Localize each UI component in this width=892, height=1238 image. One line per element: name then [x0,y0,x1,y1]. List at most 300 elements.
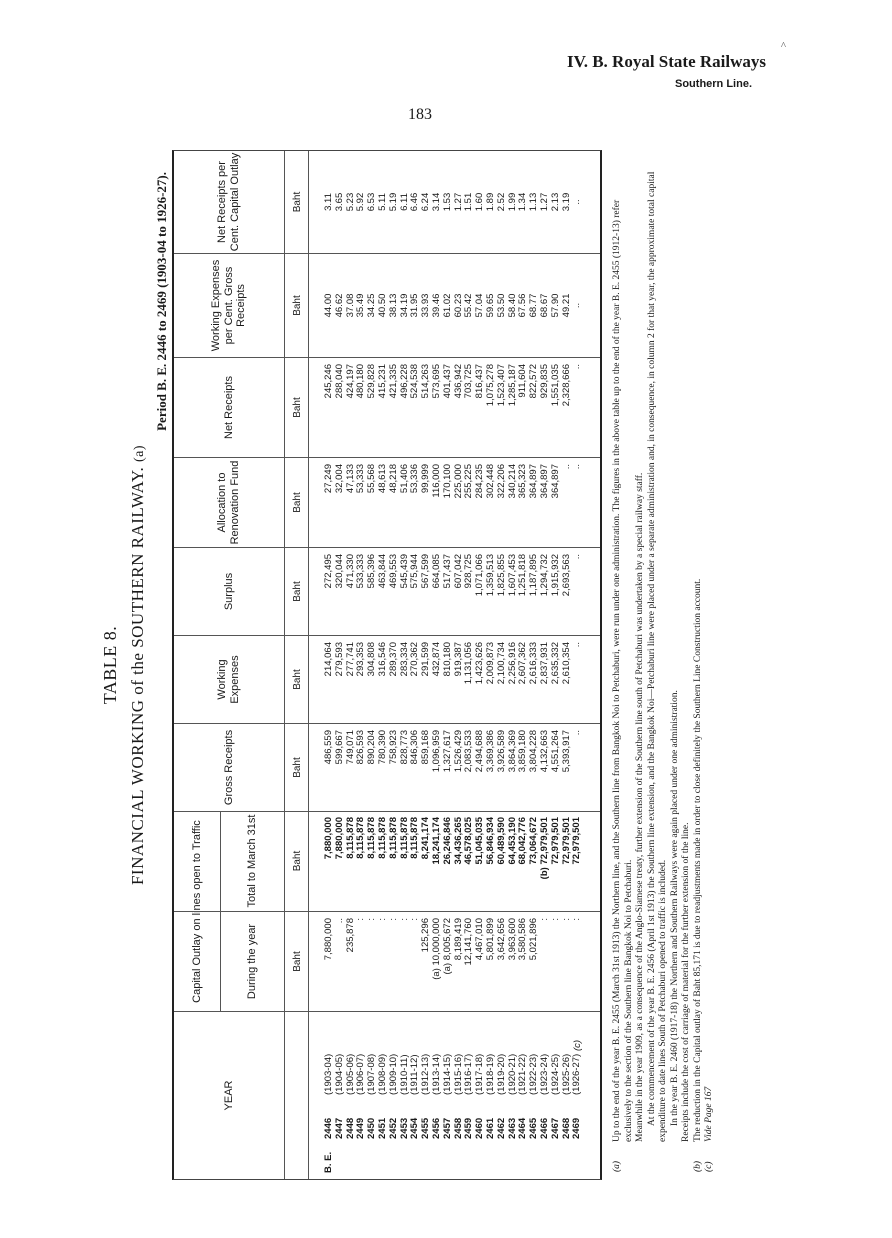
table-cell-gross: 1,327,617 [441,730,453,773]
be-label-col [324,1149,335,1179]
unit-working: Baht [291,669,303,690]
col-working [174,635,600,723]
table-cell-gross: 826,593 [355,730,367,765]
table-cell-net: 2,328,666 [560,364,572,407]
table-cell-during: 5,021,896 [528,918,540,961]
table-cell-working: 2,607,362 [517,642,529,685]
table-cell-surplus: 1,607,453 [506,554,518,597]
col-gross [174,723,600,811]
table-cell-total: 64,453,190 [506,817,518,865]
table-cell-gross: 1,096,959 [430,730,442,773]
table-cell-gross: 5,393,917 [560,730,572,773]
header-during: During the year [245,923,258,1000]
table-cell-gross: 859,168 [420,730,432,765]
table-cell-ce_years: (1913-14) [430,1053,442,1095]
table-cell-total: 7,880,000 [333,817,345,860]
table-cell-be_years: 2464 [517,1117,529,1139]
table-cell-ce_years: (1905-06) [344,1053,356,1095]
table-cell-be_years: 2466 [538,1117,550,1139]
table-cell-working: 2,635,332 [549,642,561,685]
table-cell-net: 288,040 [333,364,345,399]
table-cell-gross: 2,494,688 [474,730,486,773]
table-cell-net: 929,835 [538,364,550,399]
note-p3-text: In the year B. E. 2460 (1917-18) the Northern and Southern Railways were again placed under one administration. [669,690,680,1126]
unit-surplus: Baht [291,581,303,602]
table-cell-net: 524,538 [409,364,421,399]
table-cell-be_years: 2467 [549,1117,561,1139]
working-values [324,636,583,723]
table-cell-working: 1,131,056 [463,642,475,685]
table-cell-wpct: 68.67 [538,293,550,318]
table-cell-net: 514,263 [420,364,432,399]
table-cell-npct: 1.60 [474,192,486,212]
header-net: Net Receipts [222,376,235,439]
table-cell-npct: 1.13 [528,192,540,212]
table-cell-surplus: 928,725 [463,554,475,589]
table-cell-working: 293,353 [355,642,367,677]
table-cell-ce_years: (1925-26) [560,1053,572,1095]
table-cell-npct: 2.52 [495,192,507,212]
header-gross: Gross Receipts [222,729,235,806]
table-cell-during: : [387,918,399,921]
table-cell-npct: 5.92 [355,192,367,212]
table-cell-during: 235,878 [344,918,356,953]
table-cell-total: 8,115,878 [409,817,421,859]
table-cell-total: 72,979,501 [571,817,583,865]
col-npct [174,151,600,253]
year-note: (c) [572,1039,583,1051]
table-cell-working: 919,387 [452,642,464,677]
table-cell-total: 46,578,025 [463,817,475,865]
be-years [324,1105,583,1145]
table-cell-be_years: 2462 [495,1117,507,1139]
table-cell-ce_years: (1923-24) [538,1053,550,1095]
section-heading: IV. B. Royal State Railways [567,52,766,71]
table-cell-working: 289,370 [387,642,399,677]
table-cell-working: 279,593 [333,642,345,677]
table-cell-net: 529,828 [366,364,378,399]
note-b-mark: (b) [692,1160,703,1172]
table-cell-total: 51,045,035 [474,817,486,865]
table-cell-npct: 5.11 [376,193,388,211]
header-year: YEAR [222,1080,235,1111]
unit-gross: Baht [291,757,303,778]
table-cell-allocation: 53,336 [409,464,421,494]
table-cell-npct: 3.11 [323,193,334,211]
table-cell-working: 291,599 [420,642,432,677]
table-cell-total: 56,846,934 [484,817,496,865]
table-cell-net: 415,231 [376,364,388,399]
table-cell-allocation: 51,406 [398,464,410,494]
table-cell-gross: 758,923 [387,730,399,765]
table-cell-allocation: 47,133 [344,464,356,494]
table-cell-gross: 780,390 [376,730,388,765]
table-cell-surplus: 517,437 [441,554,453,589]
table-cell-gross: 846,306 [409,730,421,765]
table-cell-npct: 1.27 [538,192,550,212]
table-cell-allocation: 284,235 [474,464,486,499]
table-cell-allocation: 255,225 [463,464,475,499]
note-p2 [647,162,670,1172]
table-cell-working: 2,009,873 [484,642,496,685]
table-cell-during: : [538,918,550,921]
table-cell-surplus: 2,693,563 [560,554,572,597]
table-cell-during: 8,189,419 [452,918,464,961]
table-cell-surplus: 1,825,855 [495,554,507,597]
table-cell-during: 7,880,000 [323,918,334,961]
table-cell-net: 573,695 [430,364,442,399]
table-cell-be_years: 2448 [344,1117,356,1139]
table-cell-gross: 890,204 [366,730,378,765]
table-cell-allocation: 48,613 [376,464,388,494]
surplus-values [324,548,583,635]
table-cell-be_years: 2452 [387,1117,399,1139]
table-title-text: FINANCIAL WORKING of the SOUTHERN RAILWAY. [128,466,147,886]
unit-wpct: Baht [291,295,303,316]
table-cell-wpct: 38.13 [387,293,399,318]
table-cell-be_years: 2454 [409,1117,421,1139]
table-cell-be_years: 2458 [452,1117,464,1139]
table-cell-allocation: 32,004 [333,464,345,494]
col-total [174,811,600,911]
table-cell-be_years: 2447 [333,1117,345,1139]
table-cell-ce_years: (1922-23) [528,1053,540,1095]
table-cell-wpct: 44.00 [323,293,334,318]
table-cell-surplus: 463,844 [376,554,388,589]
table-cell-working: 2,256,916 [506,642,518,685]
table-cell-ce_years: (1912-13) [420,1053,432,1095]
table-cell-working: 2,616,333 [528,642,540,685]
table-cell-wpct: 33.93 [420,293,432,318]
net-values [324,358,583,457]
table-cell-wpct: 49.21 [560,293,572,318]
table-cell-npct: 1.51 [463,192,475,212]
note-c-mark: (c) [704,1161,714,1172]
rotated-table-page [92,150,714,1180]
header-capital-group: Capital Outlay on lines open to Traffic [190,820,203,1003]
note-a-mark: (a) [612,1160,622,1172]
table-cell-total: 68,042,776 [517,817,529,865]
footnotes [612,162,716,1172]
table-cell-wpct: 46.62 [333,293,345,318]
note-p3 [670,162,682,1172]
table-cell-wpct: 39.46 [430,293,442,318]
table-cell-be_years: 2455 [420,1117,432,1139]
financial-table [172,150,602,1180]
table-cell-surplus: 567,599 [420,554,432,589]
table-cell-net: 816,437 [474,364,486,399]
col-capital-group [174,811,600,1011]
col-year [174,1011,600,1179]
unit-allocation: Baht [291,492,303,513]
note-b [693,162,705,1172]
table-cell-be_years: 2451 [376,1117,388,1139]
table-cell-wpct: .. [571,302,583,309]
table-cell-wpct: 59.65 [484,293,496,318]
table-cell-wpct: 55.42 [463,293,475,318]
table-cell-be_years: 2446 [323,1117,334,1139]
table-cell-gross: 3,926,589 [495,730,507,773]
table-cell-allocation: 99,999 [420,464,432,494]
table-cell-net: 424,197 [344,364,356,399]
table-cell-surplus: 533,333 [355,554,367,589]
col-surplus [174,547,600,635]
table-cell-wpct: 35.49 [355,293,367,318]
table-cell-be_years: 2459 [463,1117,475,1139]
table-cell-wpct: 68.77 [528,293,540,318]
header-npct: Net Receipts per Cent. Capital Outlay [216,152,241,252]
table-cell-net: 421,335 [387,364,399,399]
table-cell-ce_years: (1919-20) [495,1053,507,1095]
table-cell-surplus: 585,396 [366,554,378,589]
table-cell-wpct: 58.40 [506,293,518,318]
note-a-text: Up to the end of the year B. E. 2455 (March 31st 1913) the Northern line, and the Southern line from Bangkok Noi to Petchaburi, were run under one administration. The figures in the above table up to the end of the year B. E. 2455 (1912-13) refer exclusively to the section of the Southern line Bangkok Noi to Petchaburi. [612,199,634,1142]
table-cell-allocation: .. [560,464,572,470]
table-cell-during: : [376,918,388,921]
table-cell-gross: 2,083,533 [463,730,475,773]
table-cell-wpct: 34.25 [366,293,378,318]
table-cell-net: 245,246 [323,364,334,399]
table-cell-net: 1,551,035 [549,364,561,407]
table-cell-allocation: 116,000 [430,464,442,498]
table-cell-total: 8,115,878 [355,817,367,859]
table-cell-ce_years: (1911-12) [409,1054,421,1095]
table-cell-allocation: 364,897 [549,464,561,499]
table-cell-total: 18,241,174 [430,817,442,865]
table-cell-net: 496,228 [398,364,410,399]
be-label: B. E. [323,1151,334,1173]
table-cell-gross: 1,526,429 [452,730,464,773]
table-cell-wpct: 67.56 [517,293,529,318]
table-cell-npct: 5.23 [344,192,356,212]
table-cell-be_years: 2450 [366,1117,378,1139]
table-cell-during: 3,580,586 [517,918,529,961]
table-cell-wpct: 37.08 [344,293,356,318]
table-cell-net: .. [571,364,583,370]
table-cell-working: 2,610,354 [560,642,572,685]
col-allocation [174,457,600,547]
table-cell-total: 8,115,878 [376,817,388,859]
gross-values [324,724,583,811]
table-cell-during: : [355,918,367,921]
table-cell-npct: 6.24 [420,192,432,212]
table-cell-ce_years: (1918-19) [484,1053,496,1095]
subsection-heading: Southern Line. [675,78,752,90]
table-cell-wpct: 61.02 [441,293,453,318]
unit-during: Baht [291,951,303,972]
table-cell-be_years: 2449 [355,1117,367,1139]
table-cell-during: .. [333,918,345,924]
table-cell-net: 1,075,278 [484,364,496,407]
table-cell-during: : [560,918,572,921]
corner-mark: ^ [780,40,786,52]
table-cell-during: : [409,918,421,921]
table-cell-npct: 1.34 [517,192,529,212]
table-cell-ce_years: (1914-15) [441,1053,453,1095]
table-cell-gross: 599,667 [333,730,345,765]
table-cell-ce_years: (1915-16) [452,1053,464,1095]
page-number: 183 [408,106,432,123]
table-cell-be_years: 2468 [560,1117,572,1139]
table-cell-during: : [398,918,410,921]
table-cell-npct: 5.19 [387,192,399,212]
table-cell-allocation: 364,897 [538,464,550,499]
table-cell-allocation: .. [571,464,583,470]
table-cell-npct: 1.27 [452,192,464,212]
table-cell-during: (a) 8,005,672 [441,918,453,975]
table-cell-ce_years: (1926-27) [571,1053,583,1095]
unit-net: Baht [291,397,303,418]
table-cell-gross: 4,132,663 [538,730,550,773]
table-cell-working: 432,874 [430,642,442,677]
table-cell-during: 5,801,899 [484,918,496,961]
note-b-text: The reduction in the Capital outlay of Baht 85,171 is due to readjustments made in order to close definitely the Southern Line Construction account. [692,578,703,1142]
table-cell-working: .. [571,642,583,648]
table-cell-working: 2,837,931 [538,642,550,685]
table-cell-during: 12,141,760 [463,918,475,966]
table-cell-surplus: 1,915,932 [549,554,561,597]
table-cell-wpct: 53.50 [495,293,507,318]
table-cell-during: 4,467,010 [474,918,486,961]
unit-total: Baht [291,850,303,872]
table-cell-surplus: .. [571,554,583,560]
table-cell-net: 703,725 [463,364,475,399]
table-cell-net: 1,523,407 [495,364,507,407]
table-cell-gross: 4,551,264 [549,730,561,773]
table-cell-allocation: 170,100 [441,464,453,499]
npct-values [324,151,583,253]
table-cell-working: 277,741 [344,642,356,677]
table-cell-surplus: 272,495 [323,554,334,589]
note-p4 [681,162,693,1172]
table-cell-allocation: 340,214 [506,464,518,499]
table-cell-be_years: 2457 [441,1117,453,1139]
table-cell-wpct: 34.19 [398,293,410,318]
table-cell-wpct: 57.04 [474,293,486,318]
note-p4-text: Receipts include the cost of carriage of material for the further extension of the line. [681,822,691,1142]
table-cell-ce_years: (1908-09) [376,1053,388,1095]
table-cell-working: 316,546 [376,642,388,677]
table-number: TABLE 8. [100,625,120,705]
note-c-text: Vide Page 167 [704,1086,714,1142]
table-cell-allocation: 48,218 [387,464,399,494]
table-cell-ce_years: (1907-08) [366,1053,378,1095]
table-cell-npct: 3.14 [430,192,442,212]
table-title-note: (a) [132,444,147,462]
table-cell-npct: .. [571,199,583,205]
table-cell-ce_years: (1917-18) [474,1053,486,1095]
table-cell-total: 34,436,265 [452,817,464,865]
allocation-values [324,458,583,547]
table-cell-surplus: 1,359,513 [484,554,496,597]
table-cell-wpct: 57.90 [549,293,561,318]
table-cell-net: 911,604 [517,364,529,398]
table-cell-allocation: 322,206 [495,464,507,499]
table-cell-ce_years: (1920-21) [506,1053,518,1095]
table-cell-working: 810,180 [441,642,453,677]
table-cell-ce_years: (1921-22) [517,1053,529,1095]
note-a [612,162,635,1172]
table-cell-surplus: 1,294,732 [538,554,550,597]
col-net [174,357,600,457]
table-cell-be_years: 2460 [474,1117,486,1139]
table-cell-gross: .. [571,730,583,736]
table-cell-ce_years: (1916-17) [463,1053,475,1095]
table-cell-npct: 6.53 [366,192,378,212]
table-cell-wpct: 31.95 [409,293,421,318]
total-values [324,811,583,911]
table-cell-during: 125,296 [420,918,432,953]
table-cell-total: 8,115,878 [387,817,399,859]
table-cell-total: 73,064,672 [528,817,540,865]
table-cell-surplus: 545,439 [398,554,410,589]
table-cell-during: : [549,918,561,921]
table-cell-net: 401,437 [441,364,453,399]
table-cell-gross: 3,369,386 [484,730,496,773]
table-cell-working: 1,423,626 [474,642,486,685]
table-cell-during: : [571,918,583,921]
table-cell-ce_years: (1904-05) [333,1053,345,1095]
wpct-values [324,254,583,357]
table-cell-wpct: 60.23 [452,293,464,318]
table-cell-during: : [366,918,378,921]
table-cell-surplus: 1,187,895 [528,554,540,597]
table-cell-net: 480,180 [355,364,367,399]
table-cell-be_years: 2456 [430,1117,442,1139]
table-cell-total: (b) 72,979,501 [538,817,550,880]
ce-years [324,1021,583,1101]
col-wpct [174,253,600,357]
note-p1 [635,162,647,1172]
table-cell-total: 8,115,878 [366,817,378,859]
during-values [324,912,583,1011]
table-cell-ce_years: (1903-04) [323,1053,334,1095]
table-cell-surplus: 1,251,818 [517,554,529,597]
table-cell-total: 72,979,501 [560,817,572,865]
table-cell-npct: 1.89 [484,192,496,212]
table-cell-be_years: 2469 [571,1117,583,1139]
table-cell-total: 8,241,174 [420,817,432,860]
table-cell-npct: 6.11 [398,193,410,211]
table-cell-allocation: 364,897 [528,464,540,499]
table-cell-total: 60,489,590 [495,817,507,865]
table-cell-gross: 3,864,369 [506,730,518,773]
header-wpct: Working Expenses per Cent. Gross Receipts [210,259,248,352]
table-cell-wpct: 40.50 [376,293,388,318]
table-cell-gross: 486,559 [323,730,334,765]
col-during [174,911,600,1011]
table-cell-working: 2,100,734 [495,642,507,685]
table-cell-total: 8,115,878 [398,817,410,859]
header-total: Total to March 31st [245,814,258,908]
table-cell-npct: 3.19 [560,192,572,212]
table-cell-total: 72,979,501 [549,817,561,865]
table-cell-allocation: 27,249 [323,464,334,494]
header-allocation: Allocation to Renovation Fund [216,460,241,545]
table-period: Period B. E. 2446 to 2469 (1903-04 to 1926-27). [154,172,169,431]
table-cell-allocation: 55,568 [366,464,378,494]
table-cell-net: 822,572 [528,364,540,399]
table-cell-during: (a) 10,000,000 [430,918,442,980]
table-cell-be_years: 2453 [398,1117,410,1139]
table-cell-npct: 2.13 [549,192,561,212]
table-cell-gross: 3,859,180 [517,730,529,773]
note-p2-text: At the commencement of the year B. E. 2456 (April 1st 1913) the Southern line extension, and the Bangkok Noi—Petchaburi line were placed under a separate administration and, in consequence, in column 2 for that year, the approximate total capital expenditure to date lines South of Petchaburi opened to traffic is included. [646,171,668,1142]
table-cell-be_years: 2465 [528,1117,540,1139]
table-cell-ce_years: (1910-11) [398,1054,410,1095]
table-cell-npct: 1.99 [506,192,518,212]
table-cell-surplus: 607,042 [452,554,464,589]
